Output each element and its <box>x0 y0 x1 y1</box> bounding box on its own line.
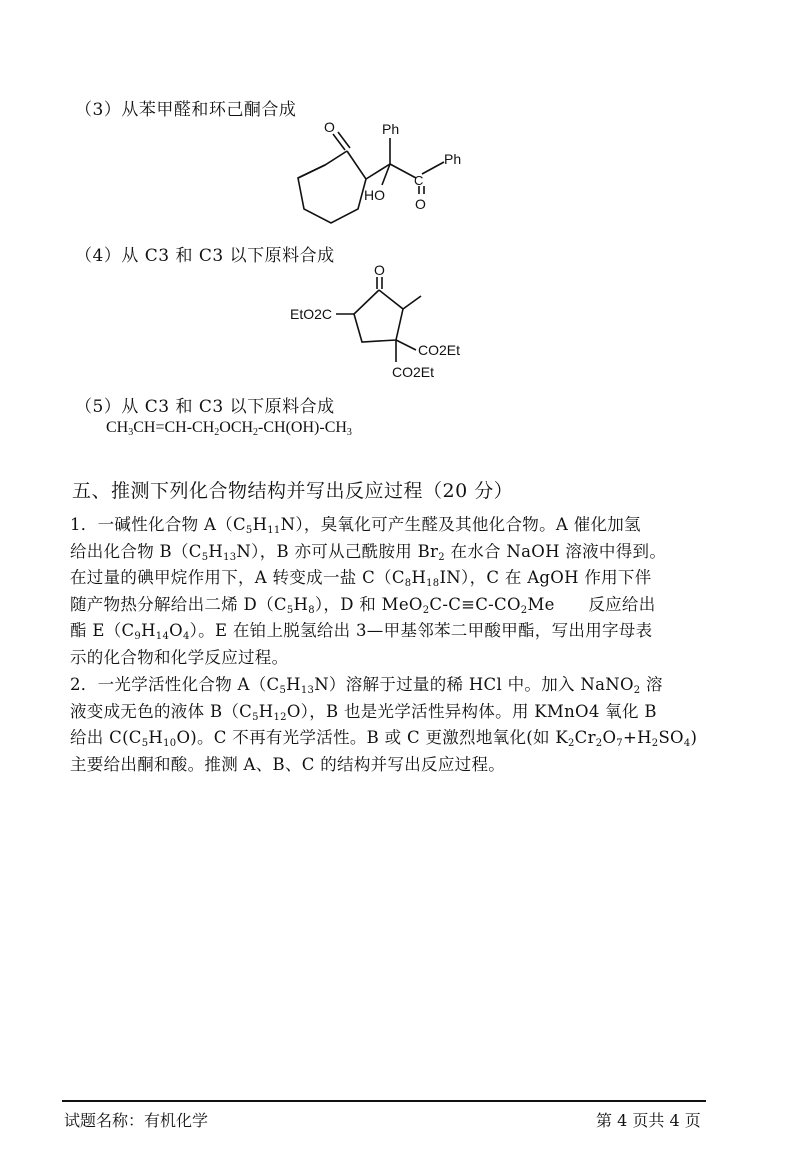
q4-group-co2et-1: CO2Et <box>418 342 461 358</box>
q5-label: （5）从 C3 和 C3 以下原料合成 <box>75 397 335 417</box>
p1-line-3: 在过量的碘甲烷作用下，A 转变成一盐 $C(C_8H_{18}IN)$，C 在 AgOH 作用下伴 <box>70 568 652 590</box>
q3-carbonyl-bond <box>333 134 345 150</box>
p1-line-6: 示的化合物和化学反应过程。 <box>70 647 289 667</box>
q3-atom-o2: O <box>415 196 426 212</box>
structure-q3 <box>290 112 490 242</box>
q4-group-eto2c: EtO2C <box>290 306 333 322</box>
problem-1 <box>70 512 666 672</box>
q3-atom-ph2: Ph <box>444 151 462 167</box>
p2-line-1: 2．一光学活性化合物 $A(C_5H_{13}N)$溶解于过量的稀 HCl 中。加入 NaNO$_2$ 溶 <box>70 675 663 696</box>
q3-atom-c: C <box>414 173 424 188</box>
q4-ring <box>354 290 403 342</box>
q5-formula: $CH_3CH=CH-CH_2OCH_2-CH(OH)-CH_3$ <box>106 419 352 438</box>
footer-course: 试题名称：有机化学 <box>64 1111 209 1130</box>
p1-line-2: 给出化合物 $B(C_5H_{13}N)$，B 亦可从己酰胺用 $Br_2$ 在水合 NaOH 溶液中得到。 <box>70 541 667 563</box>
p2-line-4: 主要给出酮和酸。推测 A、B、C 的结构并写出反应过程。 <box>70 754 506 774</box>
p2-line-3: 给出 $C(C_5H_{10}O)$。C 不再有光学活性。B 或 C 更激烈地氧化(如 $K_2Cr_2O_7+H_2SO_4$) <box>70 728 698 750</box>
q4-atom-o: O <box>374 262 385 278</box>
problem-2 <box>70 672 697 778</box>
section-title: 五、推测下列化合物结构并写出反应过程（20 分） <box>72 480 514 502</box>
footer-page-number: 第 4 页共 4 页 <box>596 1111 701 1130</box>
q3-atom-ho: HO <box>364 187 385 203</box>
structure-q4 <box>288 262 488 387</box>
q4-label: （4）从 C3 和 C3 以下原料合成 <box>75 246 335 266</box>
p2-line-2: 液变成无色的液体 $B(C_5H_{12}O)$，B 也是光学活性异构体。用 KMnO4 氧化 B <box>70 701 657 723</box>
footer-divider <box>62 1100 706 1102</box>
p1-line-5: 酯 $E(C_9H_{14}O_4)$。E 在铂上脱氢给出 3—甲基邻苯二甲酸甲酯，写出用字母表 <box>70 621 653 643</box>
q3-ring <box>298 151 366 223</box>
q3-label: （3）从苯甲醛和环己酮合成 <box>75 100 297 120</box>
q3-atom-o1: O <box>324 119 335 135</box>
p1-line-4: 随产物热分解给出二烯 $D(C_5H_8)$，D 和 $MeO_2C-C\equiv C-CO_2Me$ 反应给出 <box>70 594 656 616</box>
p1-line-1: 1．一碱性化合物 $A(C_5H_{11}N)$，臭氧化可产生醛及其他化合物。A 催化加氢 <box>70 515 641 536</box>
q3-atom-ph1: Ph <box>382 121 400 137</box>
q4-group-co2et-2: CO2Et <box>392 364 435 380</box>
